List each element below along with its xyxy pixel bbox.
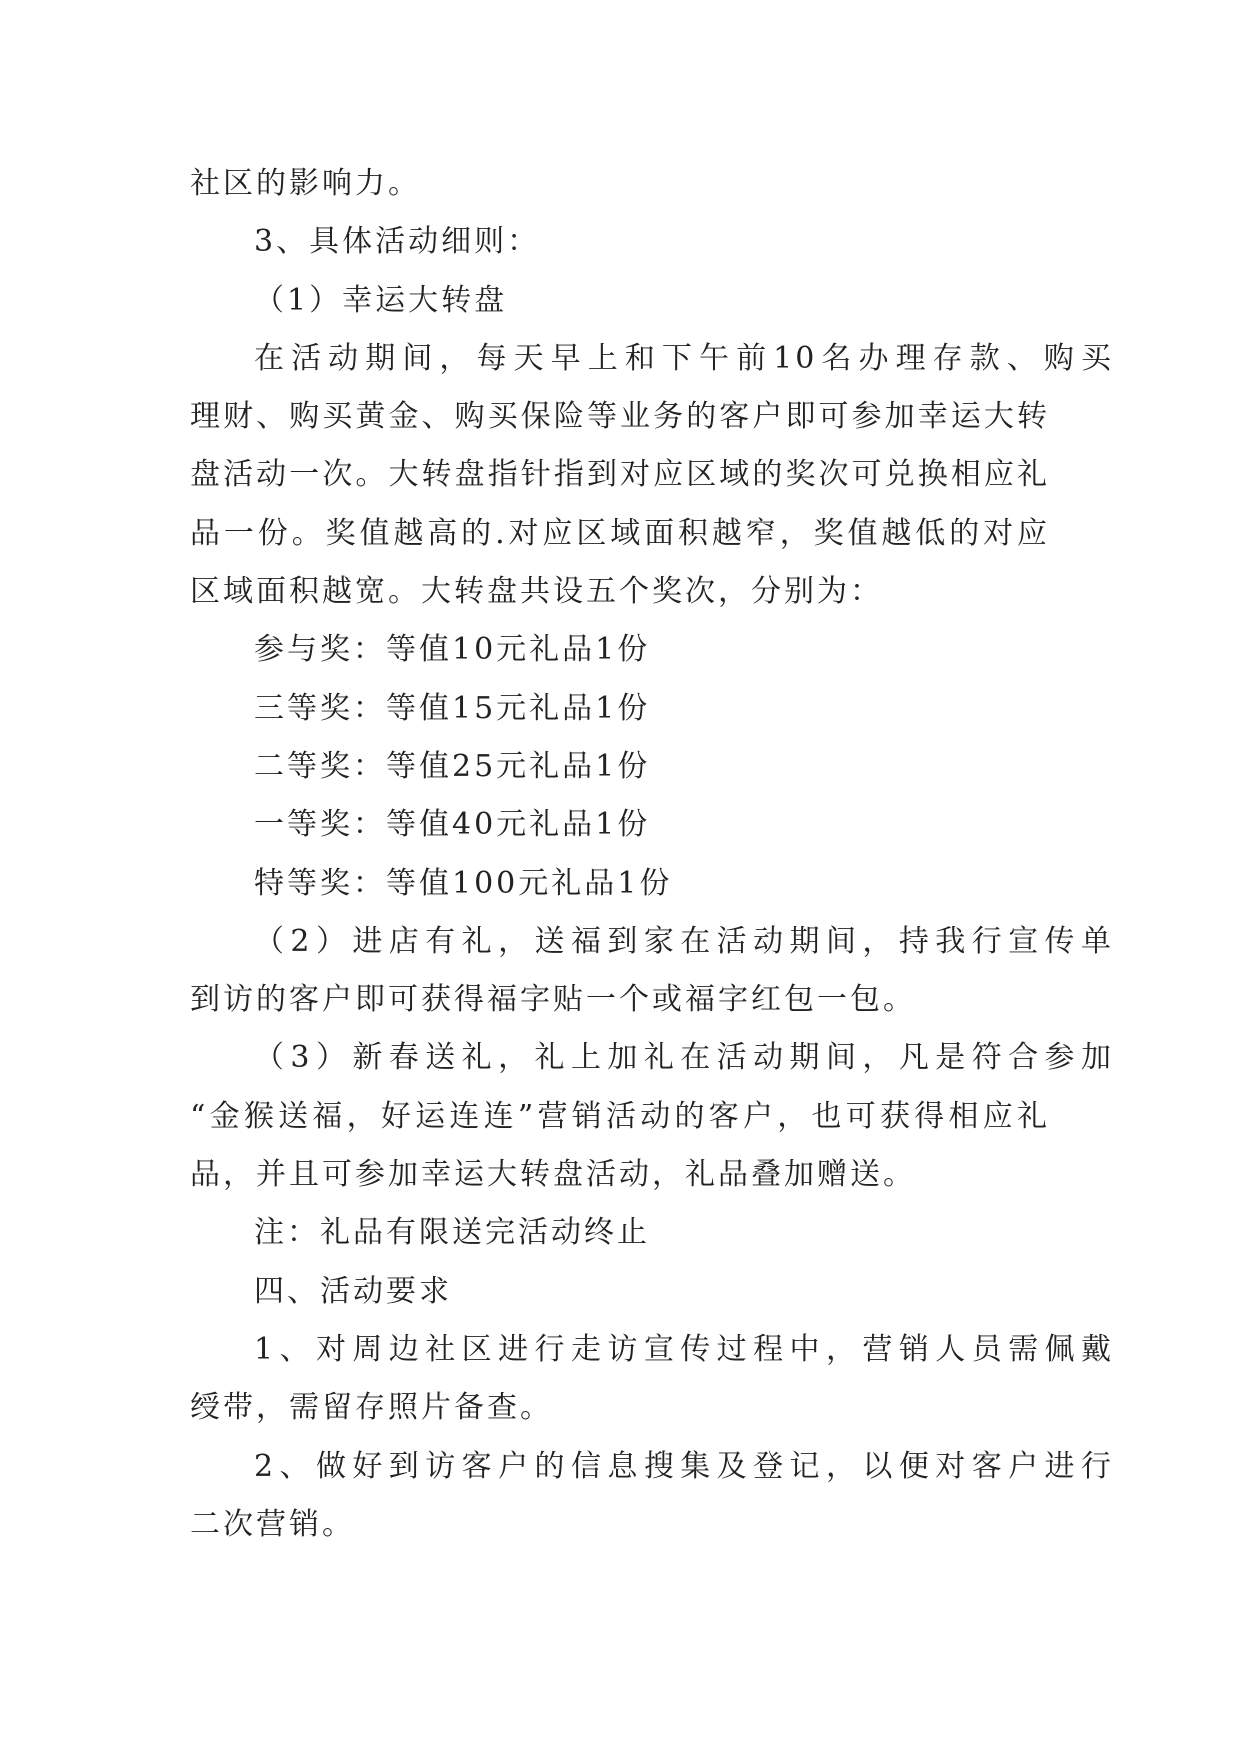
paragraph-line: 绶带，需留存照片备查。 [190, 1390, 553, 1426]
paragraph-line: 品一份。奖值越高的.对应区域面积越窄，奖值越低的对应 [190, 515, 1050, 551]
paragraph-line: 社区的影响力。 [190, 166, 421, 201]
paragraph-line: “金猴送福，好运连连”营销活动的客户，也可获得相应礼 [190, 1098, 1050, 1134]
prize-item: 一等奖：等值40元礼品1份 [254, 807, 651, 843]
paragraph-line: 理财、购买黄金、购买保险等业务的客户即可参加幸运大转 [190, 399, 1050, 435]
subsection-heading: （1）幸运大转盘 [254, 282, 508, 318]
document-body [190, 155, 1114, 1554]
prize-item: 特等奖：等值100元礼品1份 [254, 865, 673, 901]
prize-item: 参与奖：等值10元礼品1份 [254, 632, 651, 668]
paragraph-line: 到访的客户即可获得福字贴一个或福字红包一包。 [190, 982, 916, 1018]
paragraph-line: 二次营销。 [190, 1506, 355, 1542]
paragraph-line: 品，并且可参加幸运大转盘活动，礼品叠加赠送。 [190, 1157, 916, 1193]
note-line: 注：礼品有限送完活动终止 [254, 1215, 650, 1251]
section-heading: 3、具体活动细则： [254, 224, 541, 260]
paragraph-line: 2、做好到访客户的信息搜集及登记，以便对客户进行 [254, 1448, 1114, 1484]
prize-item: 三等奖：等值15元礼品1份 [254, 690, 651, 726]
paragraph-line: （2）进店有礼，送福到家在活动期间，持我行宣传单 [254, 923, 1114, 959]
section-heading: 四、活动要求 [254, 1273, 452, 1309]
paragraph-line: 1、对周边社区进行走访宣传过程中，营销人员需佩戴 [254, 1331, 1114, 1367]
prize-item: 二等奖：等值25元礼品1份 [254, 748, 651, 784]
paragraph-line: （3）新春送礼，礼上加礼在活动期间，凡是符合参加 [254, 1040, 1114, 1076]
paragraph-line: 区域面积越宽。大转盘共设五个奖次，分别为： [190, 574, 883, 610]
paragraph-line: 盘活动一次。大转盘指针指到对应区域的奖次可兑换相应礼 [190, 457, 1050, 493]
paragraph-line: 在活动期间，每天早上和下午前10名办理存款、购买 [254, 340, 1114, 376]
